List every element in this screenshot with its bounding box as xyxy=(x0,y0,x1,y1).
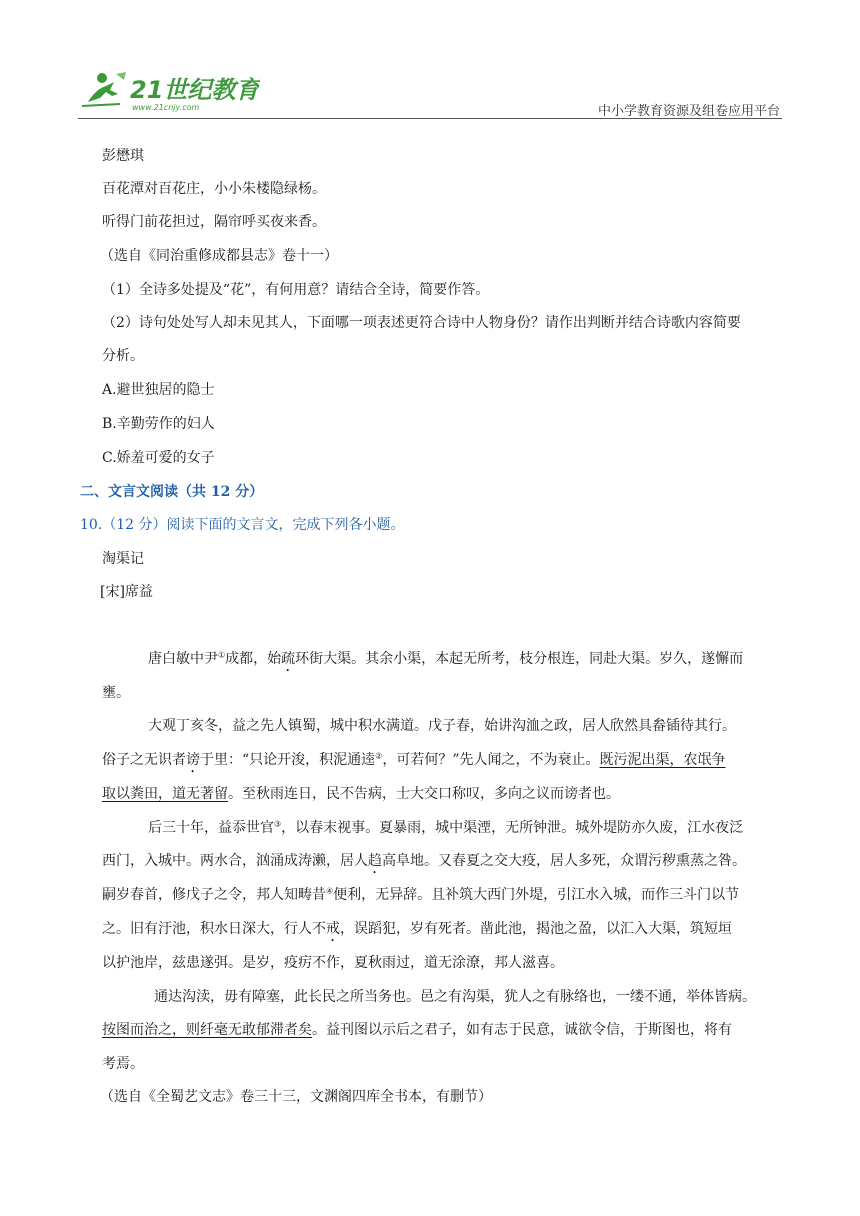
logo-text: 21世纪教育 xyxy=(130,76,260,104)
essay-source: （选自《全蜀艺文志》卷三十三，文渊阁四库全书本，有删节） xyxy=(100,1089,492,1105)
marked-char: 疏 xyxy=(281,651,296,667)
marked-char: 谤 xyxy=(186,752,200,768)
footnote-1: ① xyxy=(218,650,226,660)
poem-line-1: 百花潭对百花庄，小小朱楼隐绿杨。 xyxy=(102,181,326,197)
section-title: 二、文言文阅读（共 12 分） xyxy=(80,484,264,500)
question-10: 10.（12 分）阅读下面的文言文，完成下列各小题。 xyxy=(80,517,405,533)
footnote-3: ③ xyxy=(274,819,282,829)
question-2-line-2: 分析。 xyxy=(102,348,144,364)
essay-p2-line-3: 取以粪田，道无著留。至秋雨连日，民不告病，士大交口称叹，多向之议而谤者也。 xyxy=(102,786,620,802)
question-2-line-1: （2）诗句处处写人却未见其人，下面哪一项表述更符合诗中人物身份？请作出判断并结合诗歌内容简要 xyxy=(102,315,741,331)
essay-p3-line-2: 西门，入城中。两水合，汹涌成涛濑，居人趋高阜地。又春夏之交大疫，居人多死，众谓污秽熏蒸之咎。 xyxy=(102,853,746,869)
option-b: B.辛勤劳作的妇人 xyxy=(102,416,215,432)
essay-p4-line-2: 按图而治之，则纤毫无敢郁滞者矣。益刊图以示后之君子，如有志于民意，诚欲令信，于斯图也，将有 xyxy=(102,1022,732,1038)
essay-p4-line-1: 通达沟渎，毋有障塞，此长民之所当务也。邑之有沟渠，犹人之有脉络也，一缕不通，举体皆病。 xyxy=(154,989,756,1005)
essay-p1-line-2: 壅。 xyxy=(102,685,130,701)
essay-p3-line-1: 后三十年，益忝世官③，以春末视事。夏暴雨，城中渠湮，无所钟泄。城外堤防亦久废，江水夜泛 xyxy=(148,819,744,836)
essay-p1-line-1: 唐白敏中尹①成都，始疏环街大渠。其余小渠，本起无所考，枝分根连，同赴大渠。岁久，遂懈而 xyxy=(148,650,744,667)
marked-char: 趋 xyxy=(368,853,382,869)
page-header xyxy=(78,62,782,122)
poem-author: 彭懋琪 xyxy=(102,148,144,164)
underlined-sentence-cont: 取以粪田，道无著留 xyxy=(102,786,228,802)
essay-p3-line-5: 以护池岸，兹患遂弭。是岁，疫疠不作，夏秋雨过，道无涂潦，邦人滋喜。 xyxy=(102,955,564,971)
essay-p4-line-3: 考焉。 xyxy=(102,1056,144,1072)
essay-p3-line-3: 嗣岁春首，修戊子之令，邦人知畴昔④便利，无异辞。且补筑大西门外堤，引江水入城，而作三斗门以节 xyxy=(102,886,740,903)
poem-source: （选自《同治重修成都县志》卷十一） xyxy=(100,248,338,264)
essay-p2-line-1: 大观丁亥冬，益之先人镇蜀，城中积水满道。戊子春，始讲沟洫之政，居人欣然具畚锸待其行。 xyxy=(148,718,736,734)
footnote-4: ④ xyxy=(326,886,334,896)
platform-label: 中小学教育资源及组卷应用平台 xyxy=(597,104,780,119)
option-a: A.避世独居的隐士 xyxy=(102,382,215,398)
logo-url: www.21cnjy.com xyxy=(132,103,200,112)
essay-author: [宋]席益 xyxy=(100,584,153,600)
essay-p3-line-4: 之。旧有汙池，积水日深大，行人不戒，误蹈犯，岁有死者。凿此池，揭池之盈，以汇入大渠，筑短垣 xyxy=(102,921,732,937)
poem-line-2: 听得门前花担过，隔帘呼买夜来香。 xyxy=(102,214,326,230)
header-divider xyxy=(78,118,782,119)
essay-title: 淘渠记 xyxy=(102,551,144,567)
question-1: （1）全诗多处提及“花”，有何用意？请结合全诗，简要作答。 xyxy=(102,282,490,298)
underlined-sentence: 既污泥出渠，农氓争 xyxy=(599,752,726,768)
marked-char: 戒 xyxy=(326,921,340,937)
underlined-sentence: 按图而治之，则纤毫无敢郁滞者矣 xyxy=(102,1022,312,1038)
essay-p2-line-2: 俗子之无识者谤于里：“只论开浚，积泥通逵②，可若何？”先人闻之，不为衰止。既污泥出渠，农氓争 xyxy=(102,751,726,768)
footnote-2: ② xyxy=(375,751,383,761)
logo-21cnjy xyxy=(80,68,260,114)
option-c: C.娇羞可爱的女子 xyxy=(102,450,215,466)
